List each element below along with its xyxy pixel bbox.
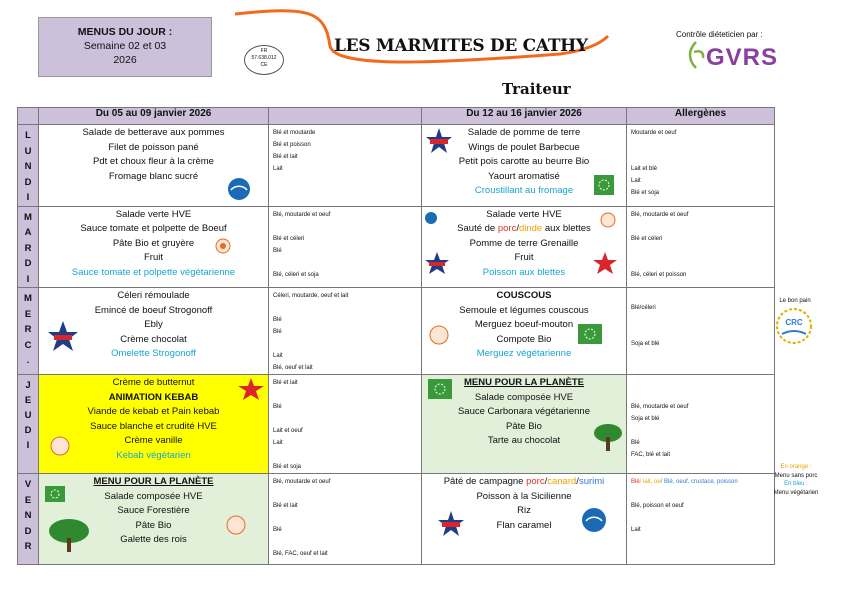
peche-durable-label-icon — [580, 506, 608, 534]
stamp-line1: FR — [260, 48, 268, 54]
day-merc: M E R C . — [18, 288, 39, 375]
viande-bovine-francaise-label-icon — [47, 320, 79, 354]
day-vendr: V E N D R — [18, 474, 39, 565]
page-subtitle: Traiteur — [502, 80, 571, 98]
merc-week2-allergens: Blé/céleri Soja et blé — [627, 288, 775, 375]
planet-tree-icon — [47, 518, 91, 554]
bio-label-icon — [45, 486, 65, 502]
bon-pain-caption: Le bon pain — [779, 298, 811, 304]
legend-vegetarien: Menu végétarien — [773, 490, 819, 496]
jeudi-week2-dishes: MENU POUR LA PLANÈTE Salade composée HVE Sauce Carbonara végétarienne Pâte Bio Tarte au chocolat — [422, 375, 627, 474]
day-mardi: M A R D I — [18, 206, 39, 288]
day-header — [18, 108, 39, 125]
header-title: MENUS DU JOUR : — [77, 26, 173, 38]
header-week: Semaine 02 et 03 — [83, 40, 167, 52]
legend-orange: En orange : — [780, 464, 812, 470]
vendr-week2-dishes: Pâté de campagne porc/canard/surimi Poisson à la Sicilienne Riz Flan caramel — [422, 474, 627, 565]
week1-header: Du 05 au 09 janvier 2026 — [39, 108, 269, 125]
mardi-week2-dishes: Salade verte HVE Sauté de porc/dinde aux blettes Pomme de terre Grenaille Fruit Poisson aux blettes — [422, 206, 627, 288]
day-lundi: L U N D I — [18, 125, 39, 207]
vendr-week2-allergens: Blé/ lait, oe/ Blé, oeuf, crustace, poisson Blé, poisson et oeuf Lait — [627, 474, 775, 565]
bio-label-icon — [428, 379, 452, 399]
mardi-week2-allergens: Blé, moutarde et oeuf Blé et céleri Blé, céleri et poisson — [627, 206, 775, 288]
table-row — [18, 474, 775, 565]
bon-pain-label-icon — [428, 324, 450, 346]
stamp-line2: 57.638.012 — [251, 55, 277, 61]
jeudi-week1-dishes: Crème de butternut ANIMATION KEBAB Viande de kebab et Pain kebab Sauce blanche et crudité HVE Crème vanille Kebab végétarien — [39, 375, 269, 474]
gvrs-leaf-icon — [686, 40, 706, 70]
vendr-week1-dishes: MENU POUR LA PLANÈTE Salade composée HVE Sauce Forestière Pâte Bio Galette des rois — [39, 474, 269, 565]
merc-week1-dishes: Céleri rémoulade Emincé de boeuf Strogonoff Ebly Crème chocolat Omelette Strogonoff — [39, 288, 269, 375]
week1-allergen-header — [269, 108, 422, 125]
page-title: LES MARMITES DE CATHY — [334, 36, 588, 56]
peche-durable-label-icon — [225, 177, 253, 201]
lundi-week2-dishes: Salade de pomme de terre Wings de poulet Barbecue Petit pois carotte au beurre Bio Yaourt aromatisé Croustillant au fromage — [422, 125, 627, 207]
planet-tree-icon — [592, 423, 624, 453]
lundi-week1-allergens: Blé et moutarde Blé et poisson Blé et lait Lait — [269, 125, 422, 207]
allergen-header: Allergènes — [627, 108, 775, 125]
bio-label-icon — [578, 324, 602, 344]
menu-table — [17, 107, 775, 565]
lundi-week1-dishes: Salade de betterave aux pommes Filet de poisson pané Pdt et choux fleur à la crème Fromage blanc sucré — [39, 125, 269, 207]
bon-pain-label-icon — [600, 211, 616, 229]
porc-francais-label-icon — [237, 377, 265, 401]
week2-header: Du 12 au 16 janvier 2026 — [422, 108, 627, 125]
bon-pain-label-icon — [225, 514, 247, 536]
bio-label-icon — [594, 175, 614, 195]
porc-francais-label-icon — [436, 510, 466, 538]
viande-francaise-label-icon — [424, 251, 450, 275]
mardi-week1-dishes: Salade verte HVE Sauce tomate et polpette de Boeuf Pâte Bio et gruyère Fruit Sauce tomate et polpette végétarienne — [39, 206, 269, 288]
merc-week2-dishes: COUSCOUS Semoule et légumes couscous Merguez boeuf-mouton Compote Bio Merguez végétarienne — [422, 288, 627, 375]
header-year: 2026 — [113, 54, 137, 66]
porc-francais-label-icon — [592, 251, 618, 275]
jeudi-week2-allergens: Blé, moutarde et oeuf Soja et blé Blé FAC, blé et lait — [627, 375, 775, 474]
vendr-week1-allergens: Blé, moutarde et oeuf Blé et lait Blé Blé, FAC, oeuf et lait — [269, 474, 422, 565]
day-jeudi: J E U D I — [18, 375, 39, 474]
table-row — [18, 288, 775, 375]
crc-logo-text: CRC — [785, 318, 803, 327]
table-header-row — [18, 108, 775, 125]
menu-header-box — [38, 17, 212, 77]
bon-pain-label-icon — [215, 237, 231, 255]
peche-label-icon — [424, 211, 438, 225]
mardi-week1-allergens: Blé, moutarde et oeuf Blé et céleri Blé Blé, céleri et soja — [269, 206, 422, 288]
lundi-week2-allergens: Moutarde et oeuf Lait et blé Lait Blé et soja — [627, 125, 775, 207]
volaille-francaise-label-icon — [424, 127, 454, 155]
legend-blue: En bleu : — [784, 481, 808, 487]
table-row — [18, 125, 775, 207]
gvrs-logo: GVRS — [706, 44, 779, 71]
table-row — [18, 206, 775, 288]
table-row — [18, 375, 775, 474]
jeudi-week1-allergens: Blé et lait Blé Lait et oeuf Lait Blé et soja — [269, 375, 422, 474]
bon-pain-label-icon — [49, 435, 71, 457]
controle-label: Contrôle diéteticien par : — [676, 30, 763, 39]
legend-sans-porc: Menu sans porc — [774, 473, 818, 479]
stamp-line3: CE — [260, 62, 268, 68]
merc-week1-allergens: Céleri, moutarde, oeuf et lait Blé Blé Lait Blé, oeuf et lait — [269, 288, 422, 375]
